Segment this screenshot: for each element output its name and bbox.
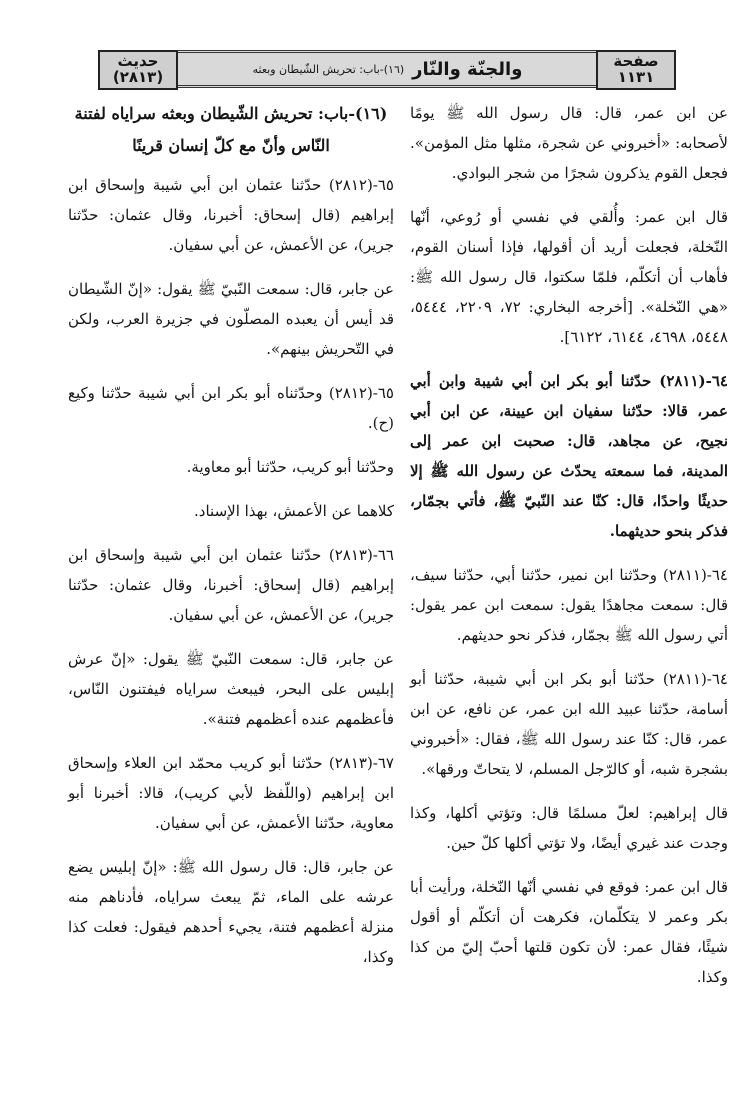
paragraph: ٦٤-(٢٨١١) وحدّثنا ابن نمير، حدّثنا أبي، حدّثنا سيف، قال: سمعت مجاهدًا يقول: سمعت ابن عمر يقول: أتي رسول الله ﷺ بجمّار، فذكر نحو حديثهم. bbox=[410, 566, 728, 644]
hadith-number: (٢٨١٣) bbox=[112, 68, 164, 86]
paragraph: ٦٤-(٢٨١١) حدّثنا أبو بكر ابن أبي شيبة وابن أبي عمر، قالا: حدّثنا سفيان ابن عيينة، عن ابن أبي نجيح، عن مجاهد، قال: صحبت ابن عمر إلى المدينة، فما سمعته يحدّث عن رسول الله ﷺ إلا حديثًا واحدًا، قال: كنّا عند النّبيّ ﷺ، فأتي بجمّار، فذكر بنحو حديثهما. bbox=[410, 372, 728, 540]
hadith-number-box bbox=[98, 50, 178, 90]
paragraph: ٦٥-(٢٨١٢) وحدّثناه أبو بكر ابن أبي شيبة حدّثنا وكيع (ح). bbox=[68, 384, 394, 432]
paragraph: قال ابن عمر: فوقع في نفسي أنّها النّخلة، ورأيت أبا بكر وعمر لا يتكلّمان، فكرهت أن أتكلّم أو أقول شيئًا، فقال عمر: لأن تكون قلتها أحبّ إليّ من كذا وكذا. bbox=[410, 878, 728, 986]
paragraph: عن جابر، قال: سمعت النّبيّ ﷺ يقول: «إنّ الشّيطان قد أيس أن يعبده المصلّون في جزيرة العرب، ولكن في التّحريش بينهم». bbox=[68, 280, 394, 358]
paragraph: ٦٦-(٢٨١٣) حدّثنا عثمان ابن أبي شيبة وإسحاق ابن إبراهيم (قال إسحاق: أخبرنا، وقال عثمان: حدّثنا جرير)، عن الأعمش، عن أبي سفيان. bbox=[68, 546, 394, 624]
page-number-box bbox=[596, 50, 676, 90]
paragraph: قال إبراهيم: لعلّ مسلمًا قال: وتؤتي أكلها، وكذا وجدت عند غيري أيضًا، ولا تؤتي أكلها كلّ حين. bbox=[410, 804, 728, 852]
paragraph: عن جابر، قال: سمعت النّبيّ ﷺ يقول: «إنّ عرش إبليس على البحر، فيبعث سراياه فيفتنون النّاس، فأعظمهم عنده أعظمهم فتنة». bbox=[68, 650, 394, 728]
paragraph: ٦٤-(٢٨١١) حدّثنا أبو بكر ابن أبي شيبة، حدّثنا أبو أسامة، حدّثنا عبيد الله ابن عمر، عن نافع، عن ابن عمر، قال: كنّا عند رسول الله ﷺ، فقال: «أخبروني بشجرة شبه، أو كالرّجل المسلم، لا يتحاتّ ورقها». bbox=[410, 670, 728, 778]
right-column bbox=[410, 98, 728, 1006]
chapter-ref: (١٦)-باب: تحريش الشّيطان وبعثه bbox=[252, 62, 405, 76]
left-column bbox=[68, 98, 394, 986]
header-title bbox=[185, 52, 590, 86]
chapter-heading: (١٦)-باب: تحريش الشّيطان وبعثه سراياه لفتنة النّاس وأنّ مع كلّ إنسان قرينًا bbox=[74, 104, 388, 155]
paragraph: عن ابن عمر، قال: قال رسول الله ﷺ يومًا لأصحابه: «أخبروني عن شجرة، مثلها مثل المؤمن». فجعل القوم يذكرون شجرًا من شجر البوادي. bbox=[410, 104, 728, 182]
paragraph: ٦٧-(٢٨١٣) حدّثنا أبو كريب محمّد ابن العلاء وإسحاق ابن إبراهيم (واللّفظ لأبي كريب)، قالا: أخبرنا أبو معاوية، حدّثنا الأعمش، عن أبي سفيان. bbox=[68, 754, 394, 832]
hadith-label: حديث bbox=[117, 52, 159, 71]
paragraph: قال ابن عمر: وأُلقي في نفسي أو رُوعي، أنّها النّخلة، فجعلت أريد أن أقولها، فإذا أسنان القوم، فأهاب أن أتكلّم، فلمّا سكتوا، قال رسول الله ﷺ: «هي النّخلة». [أخرجه البخاري: ٧٢، ٢٢٠٩، ٥٤٤٤، ٥٤٤٨، ٤٦٩٨، ٦١٤٤، ٦١٢٢]. bbox=[410, 208, 729, 346]
page-label: صفحة bbox=[613, 52, 659, 71]
paragraph: ٦٥-(٢٨١٢) حدّثنا عثمان ابن أبي شيبة وإسحاق ابن إبراهيم (قال إسحاق: أخبرنا، وقال عثمان: حدّثنا جرير)، عن الأعمش، عن أبي سفيان. bbox=[68, 176, 394, 254]
page-number: ١١٣١ bbox=[617, 68, 655, 86]
paragraph: عن جابر، قال: قال رسول الله ﷺ: «إنّ إبليس يضع عرشه على الماء، ثمّ يبعث سراياه، فأدناهم منه منزلة أعظمهم فتنة، يجيء أحدهم فيقول: فعلت كذا وكذا، bbox=[68, 858, 394, 966]
book-title: والجنّة والنّار bbox=[412, 58, 523, 80]
paragraph: كلاهما عن الأعمش، بهذا الإسناد. bbox=[194, 502, 394, 520]
paragraph: وحدّثنا أبو كريب، حدّثنا أبو معاوية. bbox=[186, 458, 394, 476]
